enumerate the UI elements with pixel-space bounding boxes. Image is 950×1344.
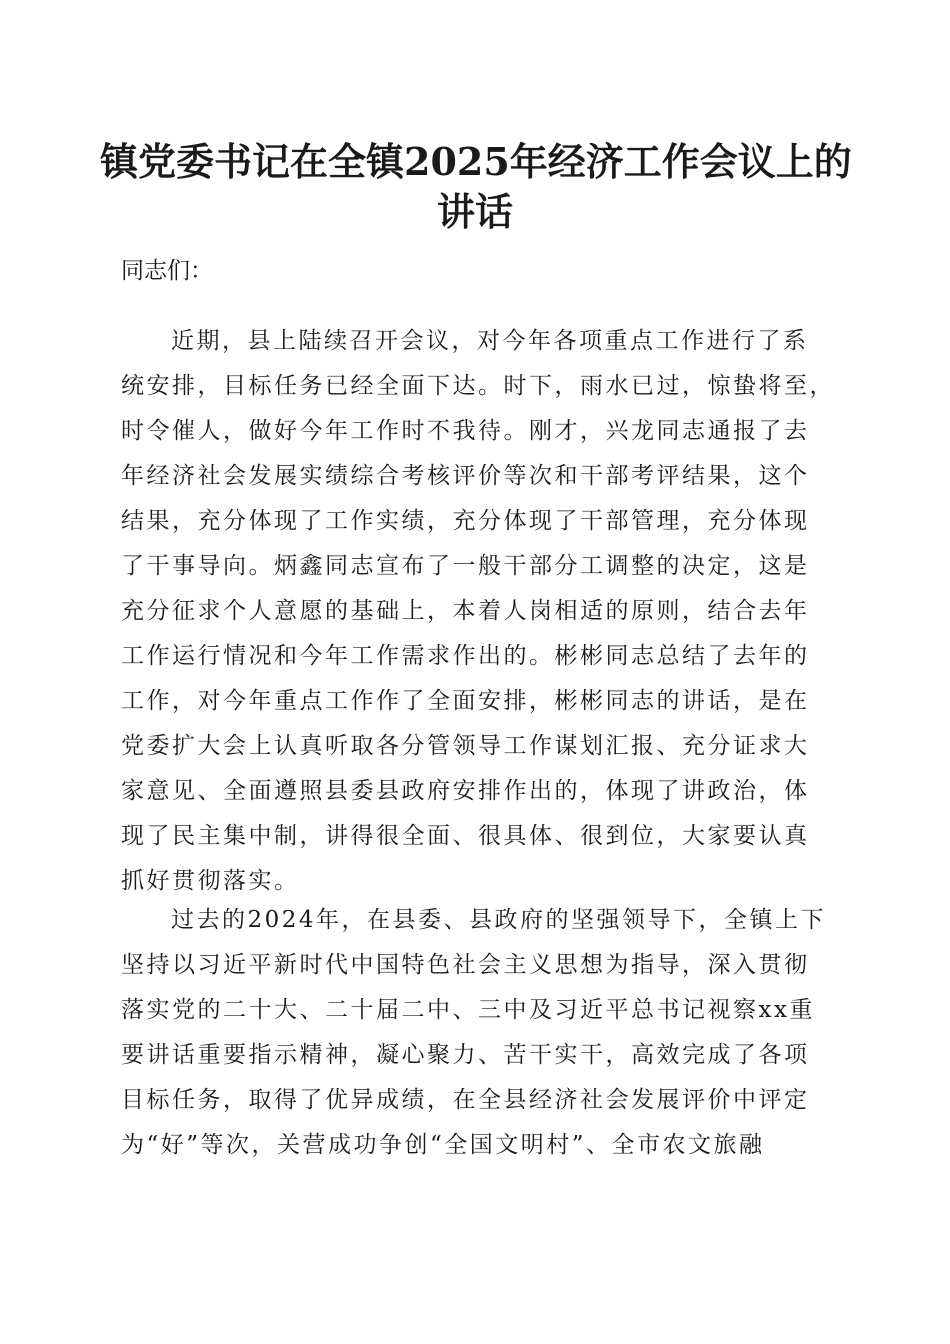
text-line: 坚持以习近平新时代中国特色社会主义思想为指导，深入贯彻 (121, 952, 810, 978)
text-line: 工作运行情况和今年工作需求作出的。彬彬同志总结了去年的 (121, 643, 810, 669)
text-line: 家意见、全面遵照县委县政府安排作出的，体现了讲政治，体 (121, 778, 810, 804)
paragraph-1 (121, 319, 841, 904)
text-line: 抓好贯彻落实。 (121, 868, 300, 894)
text-line: 为“好”等次，关营成功争创“全国文明村”、全市农文旅融 (121, 1132, 765, 1158)
text-line: 统安排，目标任务已经全面下达。时下，雨水已过，惊蛰将至， (121, 373, 835, 399)
text-line: 充分征求个人意愿的基础上，本着人岗相适的原则，结合去年 (121, 598, 810, 624)
text-line: 时令催人，做好今年工作时不我待。刚才，兴龙同志通报了去 (121, 418, 810, 444)
text-line: 要讲话重要指示精神，凝心聚力、苦干实干，高效完成了各项 (121, 1042, 810, 1068)
text-line: 了干事导向。炳鑫同志宣布了一般干部分工调整的决定，这是 (121, 553, 810, 579)
text-line: 近期，县上陆续召开会议，对今年各项重点工作进行了系 (171, 328, 809, 354)
text-line: 现了民主集中制，讲得很全面、很具体、很到位，大家要认真 (121, 823, 810, 849)
text-line: 目标任务，取得了优异成绩，在全县经济社会发展评价中评定 (121, 1087, 810, 1113)
title-line: 镇党委书记在全镇2025年经济工作会议上的 (100, 139, 852, 184)
text-line: 年经济社会发展实绩综合考核评价等次和干部考评结果，这个 (121, 463, 810, 489)
paragraph-2 (121, 898, 841, 1168)
title-line: 讲话 (436, 189, 513, 234)
document-title (100, 137, 850, 237)
salutation: 同志们： (121, 258, 213, 284)
text-line: 工作，对今年重点工作作了全面安排，彬彬同志的讲话，是在 (121, 688, 810, 714)
text-line: 党委扩大会上认真听取各分管领导工作谋划汇报、充分证求大 (121, 733, 810, 759)
text-line: 落实党的二十大、二十届二中、三中及习近平总书记视察xx重 (121, 997, 815, 1023)
text-line: 结果，充分体现了工作实绩，充分体现了干部管理，充分体现 (121, 508, 810, 534)
text-line: 过去的2024年，在县委、县政府的坚强领导下，全镇上下 (171, 907, 827, 933)
